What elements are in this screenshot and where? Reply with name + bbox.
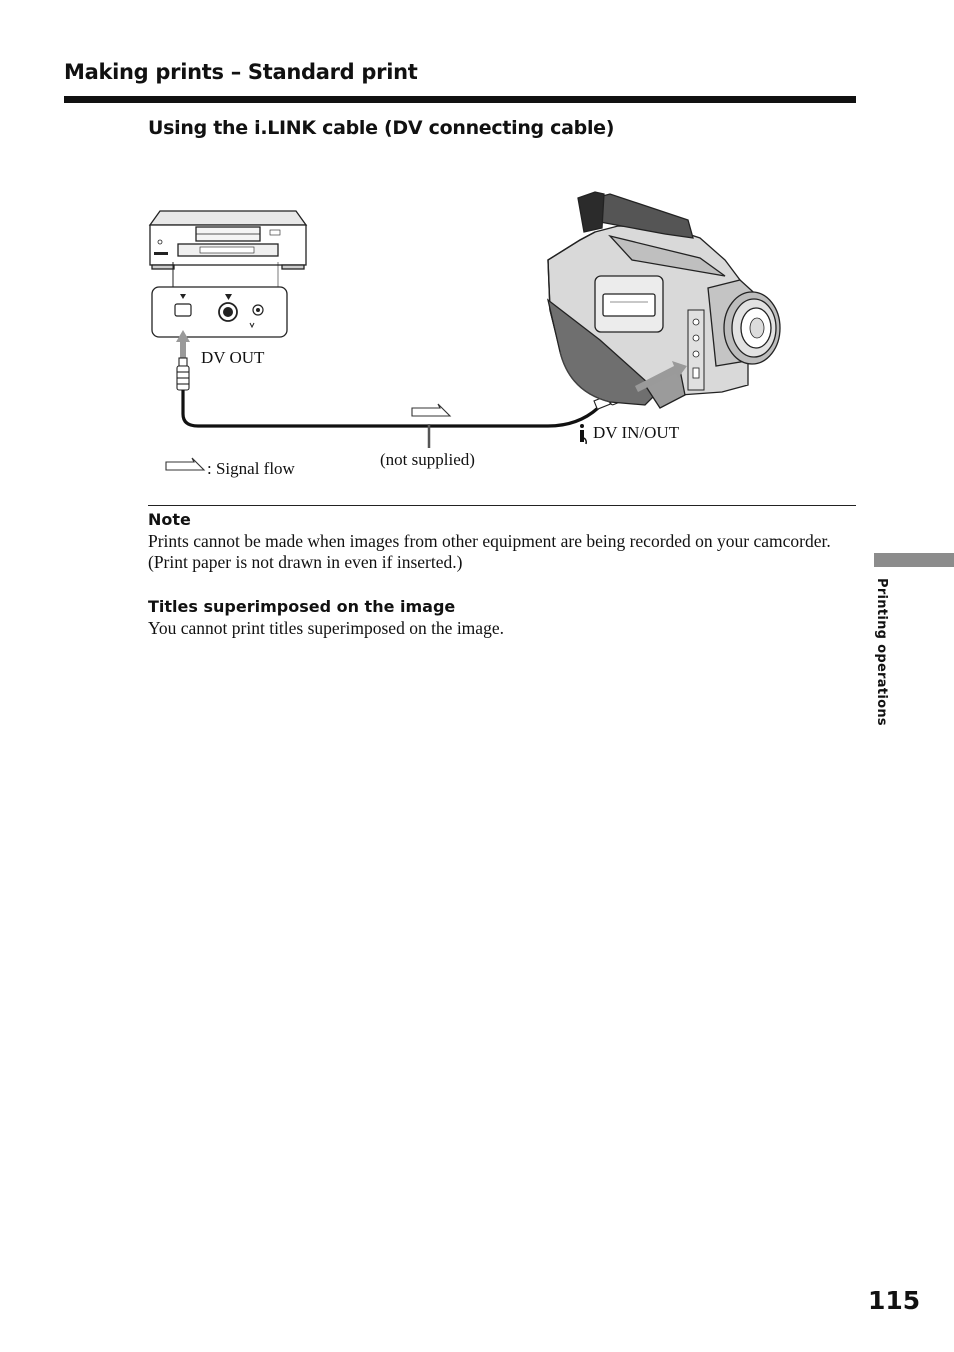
connection-diagram — [140, 180, 860, 490]
side-tab-label: Printing operations — [874, 578, 889, 726]
section-title: Making prints – Standard print — [64, 60, 418, 84]
not-supplied-label: (not supplied) — [380, 450, 475, 469]
dv-out-label: DV OUT — [201, 348, 265, 367]
jack-panel — [152, 287, 287, 337]
page-number: 115 — [868, 1286, 921, 1315]
signal-flow-legend-icon — [166, 458, 204, 470]
dv-in-out-label: DV IN/OUT — [593, 423, 680, 442]
cable-plug — [177, 358, 189, 390]
title-rule — [64, 96, 856, 103]
subsection-title: Using the i.LINK cable (DV connecting cable) — [148, 117, 615, 139]
side-tab-marker — [874, 553, 954, 567]
note-heading: Note — [148, 510, 191, 529]
content-rule — [148, 505, 856, 506]
titles-heading: Titles superimposed on the image — [148, 597, 456, 616]
signal-flow-arrow-icon — [412, 404, 450, 416]
note-text: Prints cannot be made when images from other equipment are being recorded on your camcorder. (Print paper is not drawn in even if inserted.) — [148, 531, 831, 572]
cable-icon — [183, 390, 598, 426]
ilink-icon — [580, 424, 586, 444]
titles-text: You cannot print titles superimposed on the image. — [148, 618, 504, 638]
signal-flow-label: : Signal flow — [207, 459, 295, 478]
vcr-icon — [150, 211, 306, 269]
